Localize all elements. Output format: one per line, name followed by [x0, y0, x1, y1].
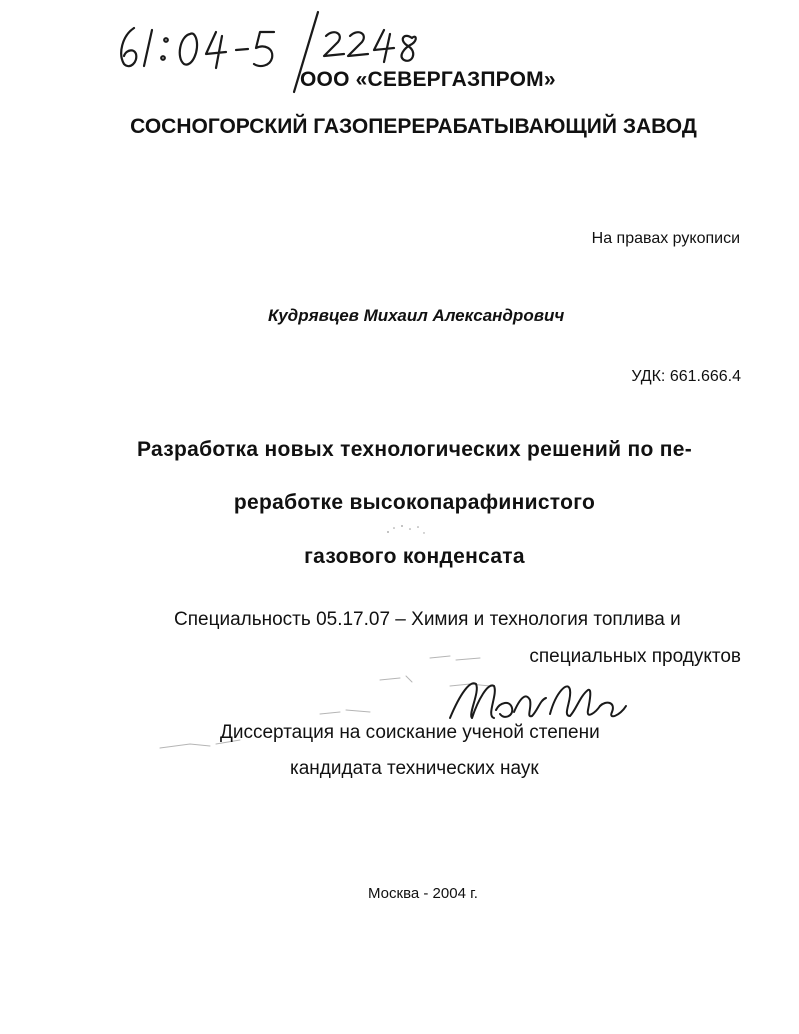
specialty-line-1: Специальность 05.17.07 – Химия и технология топлива и — [174, 609, 681, 630]
dissertation-line-2: кандидата технических наук — [290, 758, 539, 779]
specialty-line-2: специальных продуктов — [529, 646, 741, 667]
scan-noise-mark — [380, 520, 440, 540]
title-line-3: газового конденсата — [304, 545, 525, 568]
plant-name: СОСНОГОРСКИЙ ГАЗОПЕРЕРАБАТЫВАЮЩИЙ ЗАВОД — [130, 115, 697, 138]
author-name: Кудрявцев Михаил Александрович — [268, 306, 565, 325]
udk-code: УДК: 661.666.4 — [631, 368, 741, 385]
title-line-1: Разработка новых технологических решений по пе- — [136, 438, 692, 461]
title-line-2: реработке высокопарафинистого — [233, 491, 596, 514]
dissertation-line-1: Диссертация на соискание ученой степени — [220, 722, 600, 743]
organization-name: ООО «СЕВЕРГАЗПРОМ» — [300, 68, 556, 91]
rights-note: На правах рукописи — [591, 230, 740, 247]
place-and-year: Москва - 2004 г. — [368, 885, 478, 902]
handwritten-signature — [300, 670, 650, 730]
